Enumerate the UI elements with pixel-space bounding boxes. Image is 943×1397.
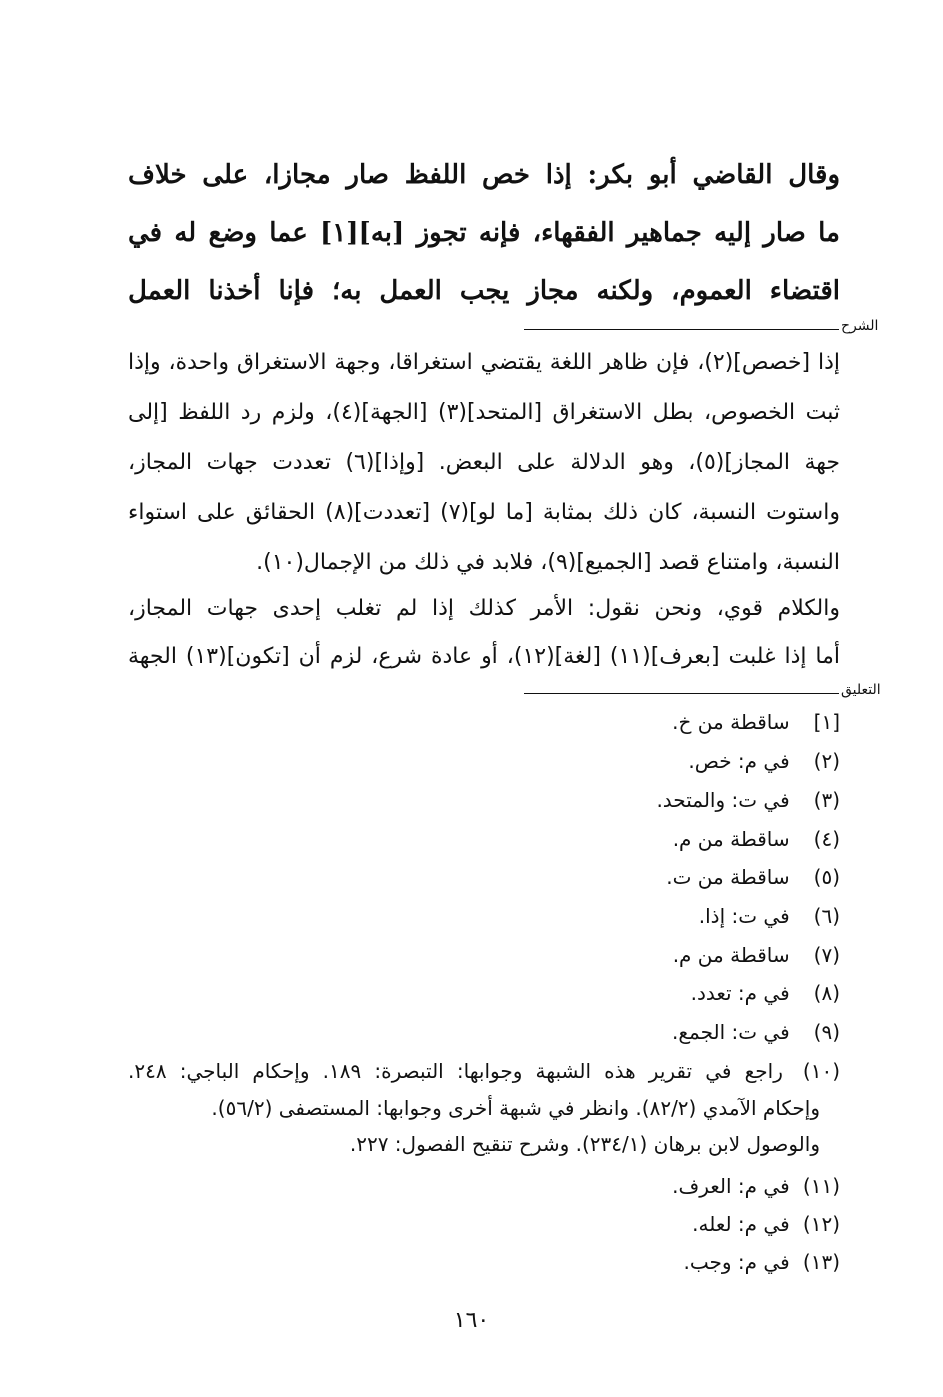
footnote-text: في م: لعله. [692, 1212, 790, 1236]
sharh-line: ثبت الخصوص، بطل الاستغراق [المتحد](٣) [الجهة](٤)، ولزم رد اللفظ [إلى [128, 400, 840, 425]
footnote [128, 1054, 840, 1088]
footnote-number: (٥) [813, 865, 840, 889]
taliq-label: التعليق [841, 682, 881, 698]
footnote-text: في ت: والمتحد. [656, 788, 790, 812]
sharh-label: الشرح [841, 318, 879, 334]
sharh-line: إذا [خصص](٢)، فإن ظاهر اللغة يقتضي استغراقا، وجهة الاستغراق واحدة، وإذا [128, 350, 840, 375]
footnote-number: (٩) [813, 1020, 840, 1044]
sharh-line: أما إذا غلبت [بعرف](١١) [لغة](١٢)، أو عادة شرع، لزم أن [تكون](١٣) الجهة [128, 644, 841, 669]
footnote-number: (١١) [802, 1174, 840, 1198]
footnote-text: في م: وجب. [683, 1250, 790, 1274]
page-number: ١٦٠ [453, 1308, 490, 1333]
sharh-line: واستوت النسبة، كان ذلك بمثابة [ما لو](٧) [تعددت](٨) الحقائق على استواء [128, 500, 840, 525]
footnote-continuation: والوصول لابن برهان (٢٣٤/١). وشرح تنقيح الفصول: ٢٢٧. [349, 1132, 820, 1156]
sharh-line: النسبة، وامتناع قصد [الجميع](٩)، فلابد في ذلك من الإجمال(١٠). [256, 550, 840, 575]
footnote [128, 1169, 840, 1203]
matn-line: ما صار إليه جماهير الفقهاء، فإنه تجوز [به][١] عما وضع له في [128, 218, 840, 248]
footnote-text: في ت: الجمع. [672, 1020, 790, 1044]
footnote-text: في م: العرف. [672, 1174, 790, 1198]
footnote [128, 976, 840, 1010]
footnote-number: (٢) [813, 749, 840, 773]
footnote [128, 705, 840, 739]
footnote-number: (١٢) [802, 1212, 840, 1236]
footnote-number: (٧) [813, 943, 840, 967]
taliq-divider [524, 693, 839, 694]
footnotes [128, 705, 840, 1285]
footnote [128, 1207, 840, 1241]
footnote [128, 860, 840, 894]
sharh-divider [524, 329, 839, 330]
footnote-number: (٦) [813, 904, 840, 928]
footnote-number: (١٣) [802, 1250, 840, 1274]
footnote [128, 822, 840, 856]
footnote [128, 783, 840, 817]
footnote [128, 744, 840, 778]
matn-line: اقتضاء العموم، ولكنه مجاز يجب العمل به؛ فإنا أخذنا العمل [128, 276, 840, 306]
sharh-text [128, 345, 840, 675]
matn-line: وقال القاضي أبو بكر: إذا خص اللفظ صار مجازا، على خلاف [128, 160, 840, 190]
footnote-text: ساقطة من ت. [666, 865, 790, 889]
matn-text [128, 155, 840, 305]
footnote-continuation: وإحكام الآمدي (٨٢/٢). وانظر في شبهة أخرى وجوابها: المستصفى (٥٦/٢). [211, 1096, 820, 1120]
footnote [128, 938, 840, 972]
sharh-line: جهة المجاز](٥)، وهو الدلالة على البعض. [وإذا](٦) تعددت جهات المجاز، [128, 450, 840, 475]
footnote-number: (٣) [813, 788, 840, 812]
footnote-number: [١] [813, 710, 840, 734]
footnote-number: (١٠) [802, 1059, 840, 1083]
footnote-text: في م: خص. [688, 749, 790, 773]
footnote [128, 1245, 840, 1279]
footnote [128, 899, 840, 933]
footnote-text: ساقطة من م. [672, 943, 790, 967]
footnote [128, 1015, 840, 1049]
sharh-line: والكلام قوي، ونحن نقول: الأمر كذلك إذا لم تغلب إحدى جهات المجاز، [128, 596, 840, 621]
footnote-text: في م: تعدد. [690, 981, 790, 1005]
footnote-number: (٨) [813, 981, 840, 1005]
footnote-text: راجع في تقرير هذه الشبهة وجوابها: التبصرة: ١٨٩. وإحكام الباجي: ٢٤٨. [128, 1059, 783, 1083]
footnote-text: في ت: إذا. [698, 904, 790, 928]
footnote-text: ساقطة من م. [672, 827, 790, 851]
footnote-number: (٤) [813, 827, 840, 851]
footnote-text: ساقطة من خ. [672, 710, 790, 734]
